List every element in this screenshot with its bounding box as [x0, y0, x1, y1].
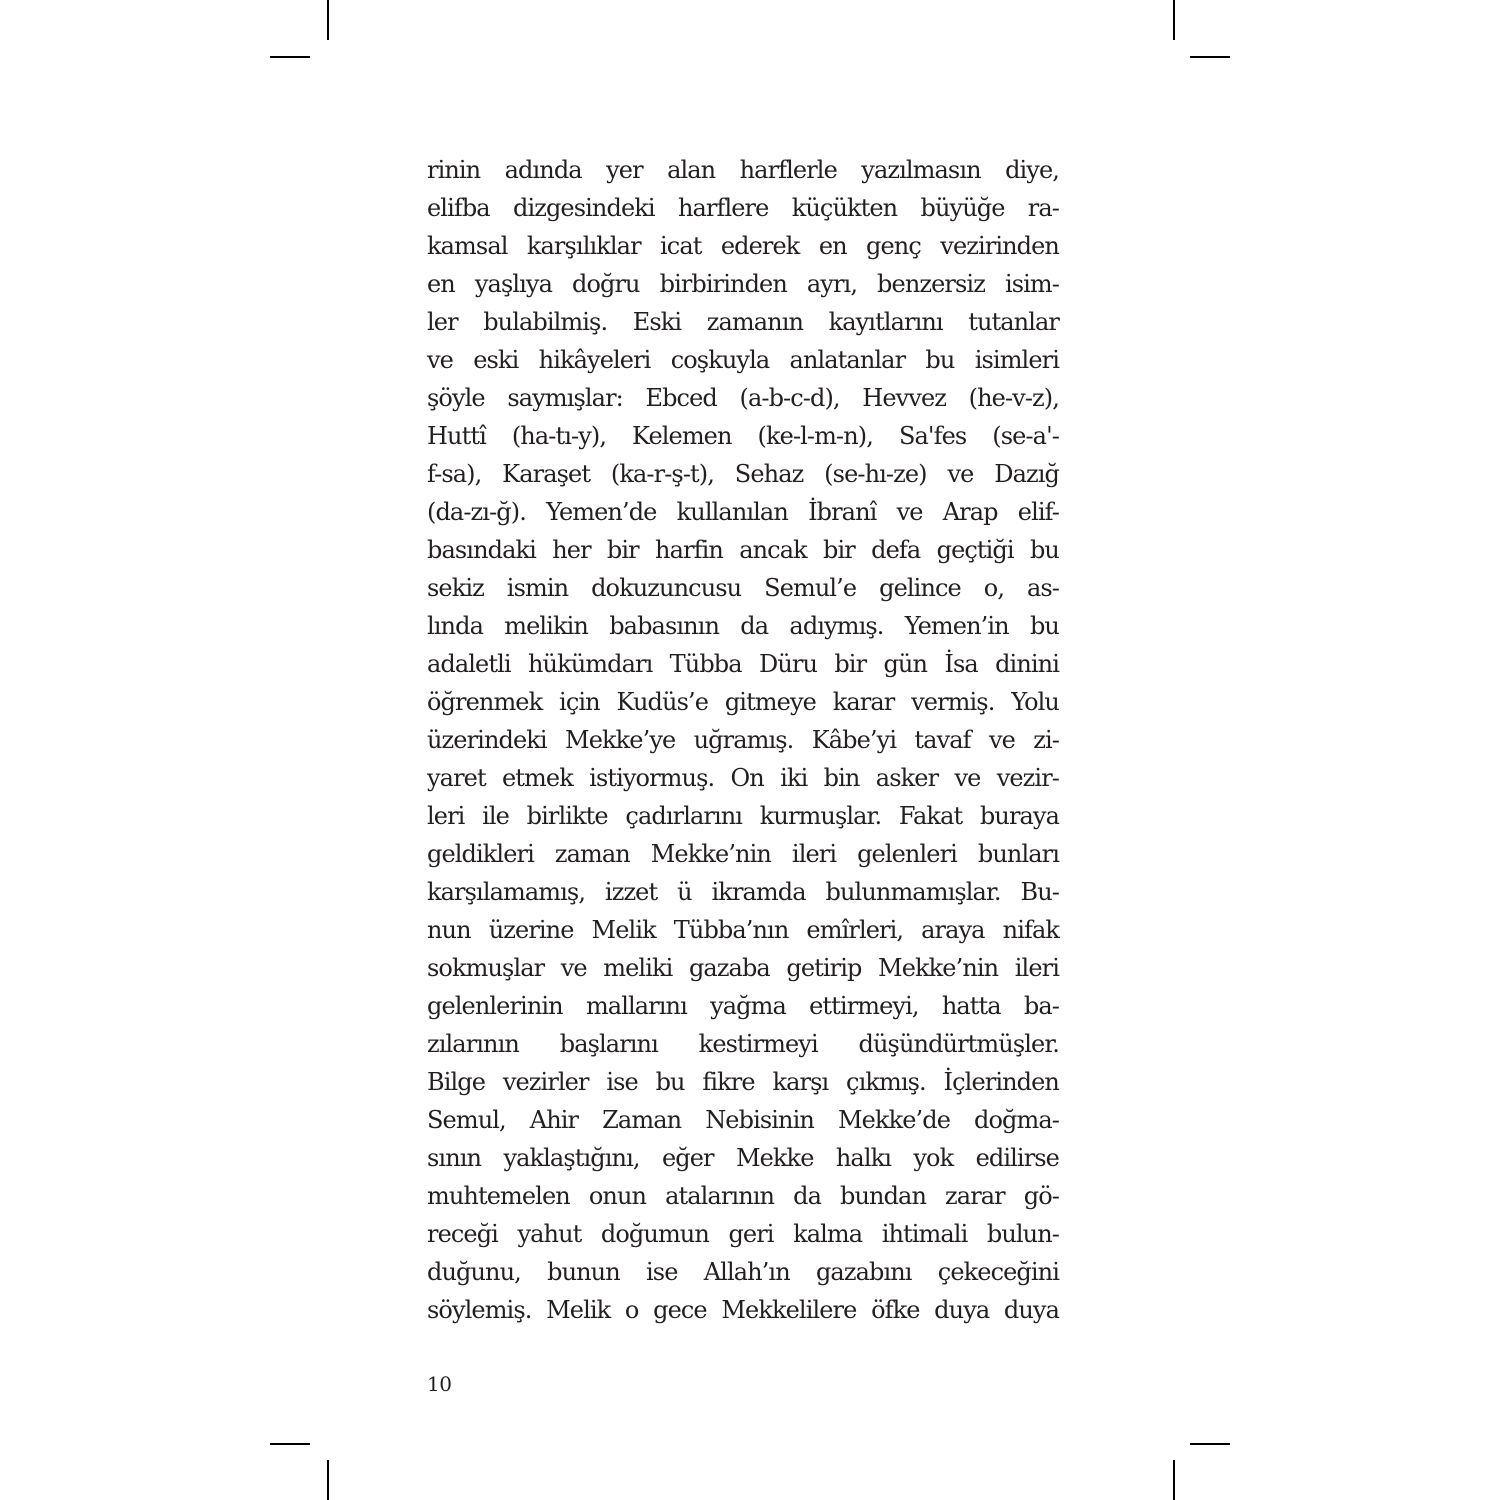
text-line: sının yaklaştığını, eğer Mekke halkı yok edilirse	[427, 1144, 1059, 1172]
text-line: (da-zı-ğ). Yemen’de kullanılan İbranî ve Arap elif-	[427, 498, 1059, 526]
page-number: 10	[427, 1372, 452, 1396]
text-line: sokmuşlar ve meliki gazaba getirip Mekke’nin ileri	[427, 954, 1059, 982]
text-line: gelenlerinin mallarını yağma ettirmeyi, hatta ba-	[427, 992, 1059, 1020]
crop-mark-top-right-vertical	[1173, 0, 1175, 40]
text-line: muhtemelen onun atalarının da bundan zarar gö-	[427, 1182, 1059, 1210]
text-line: karşılamamış, izzet ü ikramda bulunmamışlar. Bu-	[427, 878, 1059, 906]
text-line: basındaki her bir harfin ancak bir defa geçtiği bu	[427, 536, 1059, 564]
text-line: duğunu, bunun ise Allah’ın gazabını çekeceğini	[427, 1258, 1059, 1286]
text-line: rinin adında yer alan harflerle yazılmasın diye,	[427, 156, 1059, 184]
text-line: üzerindeki Mekke’ye uğramış. Kâbe’yi tavaf ve zi-	[427, 726, 1059, 754]
text-line: Huttî (ha-tı-y), Kelemen (ke-l-m-n), Sa'fes (se-a'-	[427, 422, 1059, 450]
text-line: adaletli hükümdarı Tübba Düru bir gün İsa dinini	[427, 650, 1059, 678]
crop-mark-top-right-horizontal	[1190, 56, 1230, 58]
crop-mark-bottom-left-vertical	[327, 1460, 329, 1500]
text-line: ve eski hikâyeleri coşkuyla anlatanlar bu isimleri	[427, 346, 1059, 374]
text-line: ler bulabilmiş. Eski zamanın kayıtlarını tutanlar	[427, 308, 1059, 336]
text-line: yaret etmek istiyormuş. On iki bin asker ve vezir-	[427, 764, 1059, 792]
text-line: elifba dizgesindeki harflere küçükten büyüğe ra-	[427, 194, 1059, 222]
text-line: nun üzerine Melik Tübba’nın emîrleri, araya nifak	[427, 916, 1059, 944]
text-line: şöyle saymışlar: Ebced (a-b-c-d), Hevvez (he-v-z),	[427, 384, 1059, 412]
crop-mark-bottom-right-vertical	[1173, 1460, 1175, 1500]
text-line: lında melikin babasının da adıymış. Yemen’in bu	[427, 612, 1059, 640]
text-line: Bilge vezirler ise bu fikre karşı çıkmış. İçlerinden	[427, 1068, 1059, 1096]
text-line: öğrenmek için Kudüs’e gitmeye karar vermiş. Yolu	[427, 688, 1059, 716]
text-line: f-sa), Karaşet (ka-r-ş-t), Sehaz (se-hı-ze) ve Dazığ	[427, 460, 1059, 488]
text-line: zılarının başlarını kestirmeyi düşündürtmüşler.	[427, 1030, 1059, 1058]
body-text	[427, 151, 1059, 1329]
crop-mark-bottom-right-horizontal	[1190, 1443, 1230, 1445]
text-line: receği yahut doğumun geri kalma ihtimali bulun-	[427, 1220, 1059, 1248]
text-line: Semul, Ahir Zaman Nebisinin Mekke’de doğma-	[427, 1106, 1059, 1134]
text-line: leri ile birlikte çadırlarını kurmuşlar. Fakat buraya	[427, 802, 1059, 830]
text-line: sekiz ismin dokuzuncusu Semul’e gelince o, as-	[427, 574, 1059, 602]
crop-mark-top-left-horizontal	[270, 56, 310, 58]
text-line: geldikleri zaman Mekke’nin ileri gelenleri bunları	[427, 840, 1059, 868]
crop-mark-bottom-left-horizontal	[270, 1443, 310, 1445]
text-line: en yaşlıya doğru birbirinden ayrı, benzersiz isim-	[427, 270, 1059, 298]
text-line: kamsal karşılıklar icat ederek en genç vezirinden	[427, 232, 1059, 260]
text-line: söylemiş. Melik o gece Mekkelilere öfke duya duya	[427, 1296, 1059, 1324]
crop-mark-top-left-vertical	[327, 0, 329, 40]
